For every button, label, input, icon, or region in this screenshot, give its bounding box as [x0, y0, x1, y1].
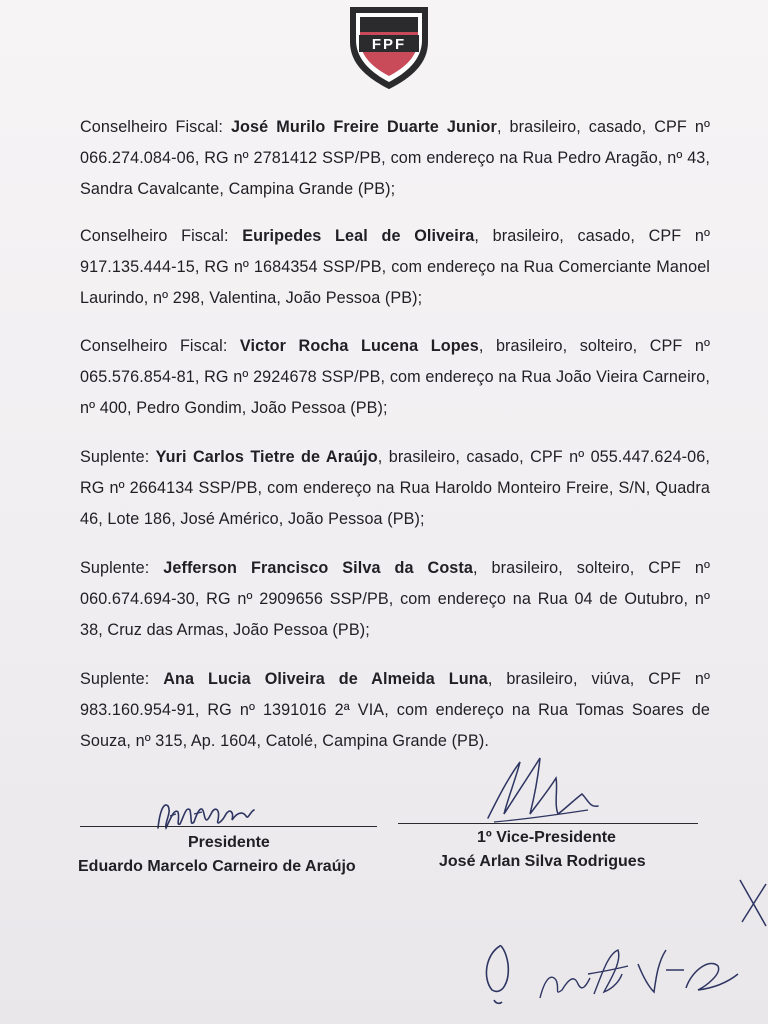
- member-entry: [80, 442, 710, 535]
- member-details: , brasileiro, viúva, CPF nº 983.160.954-91, RG nº 1391016 2ª VIA, com endereço na Rua Tomas Soares de Souza, nº 315, Ap. 1604, Catolé, Campina Grande (PB).: [80, 670, 710, 750]
- member-name: Euripedes Leal de Oliveira: [242, 227, 475, 245]
- member-role: Suplente:: [80, 670, 164, 688]
- vice-president-handwritten-signature: [478, 748, 618, 838]
- member-role: Conselheiro Fiscal:: [80, 118, 231, 136]
- member-role: Suplente:: [80, 559, 164, 577]
- president-title: Presidente: [188, 834, 270, 851]
- member-name: Yuri Carlos Tietre de Araújo: [155, 448, 378, 466]
- president-signature-line: [80, 826, 377, 827]
- member-name: Victor Rocha Lucena Lopes: [239, 337, 479, 355]
- member-entry: [80, 553, 710, 646]
- member-entry: [80, 112, 710, 205]
- member-role: Conselheiro Fiscal:: [80, 227, 243, 245]
- member-role: Conselheiro Fiscal:: [80, 337, 240, 355]
- member-entry: [80, 221, 710, 314]
- member-details: , brasileiro, casado, CPF nº 066.274.084-06, RG nº 2781412 SSP/PB, com endereço na Rua Pedro Aragão, nº 43, Sandra Cavalcante, Campina Grande (PB);: [80, 118, 710, 198]
- member-name: José Murilo Freire Duarte Junior: [230, 118, 497, 136]
- member-details: , brasileiro, casado, CPF nº 917.135.444-15, RG nº 1684354 SSP/PB, com endereço na Rua Comerciante Manoel Laurindo, nº 298, Valentina, João Pessoa (PB);: [80, 227, 710, 307]
- president-name: Eduardo Marcelo Carneiro de Araújo: [78, 858, 356, 875]
- fpf-crest-logo: [347, 4, 431, 90]
- member-details: , brasileiro, casado, CPF nº 055.447.624-06, RG nº 2664134 SSP/PB, com endereço na Rua Haroldo Monteiro Freire, S/N, Quadra 46, Lote 186, José Américo, João Pessoa (PB);: [80, 448, 710, 528]
- member-role: Suplente:: [80, 448, 156, 466]
- handwritten-initials: [470, 870, 768, 1024]
- president-handwritten-signature: [150, 790, 270, 840]
- member-entry: [80, 664, 710, 757]
- member-details: , brasileiro, solteiro, CPF nº 065.576.854-81, RG nº 2924678 SSP/PB, com endereço na Rua João Vieira Carneiro, nº 400, Pedro Gondim, João Pessoa (PB);: [80, 337, 710, 417]
- vice-president-name: José Arlan Silva Rodrigues: [439, 853, 646, 870]
- vice-president-signature-line: [398, 823, 698, 824]
- vice-president-title: 1º Vice-Presidente: [477, 829, 616, 846]
- crest-text: FPF: [371, 36, 407, 53]
- member-name: Ana Lucia Oliveira de Almeida Luna: [163, 670, 488, 688]
- member-entry: [80, 331, 710, 424]
- member-name: Jefferson Francisco Silva da Costa: [163, 559, 474, 577]
- member-details: , brasileiro, solteiro, CPF nº 060.674.694-30, RG nº 2909656 SSP/PB, com endereço na Rua 04 de Outubro, nº 38, Cruz das Armas, João Pessoa (PB);: [80, 559, 711, 639]
